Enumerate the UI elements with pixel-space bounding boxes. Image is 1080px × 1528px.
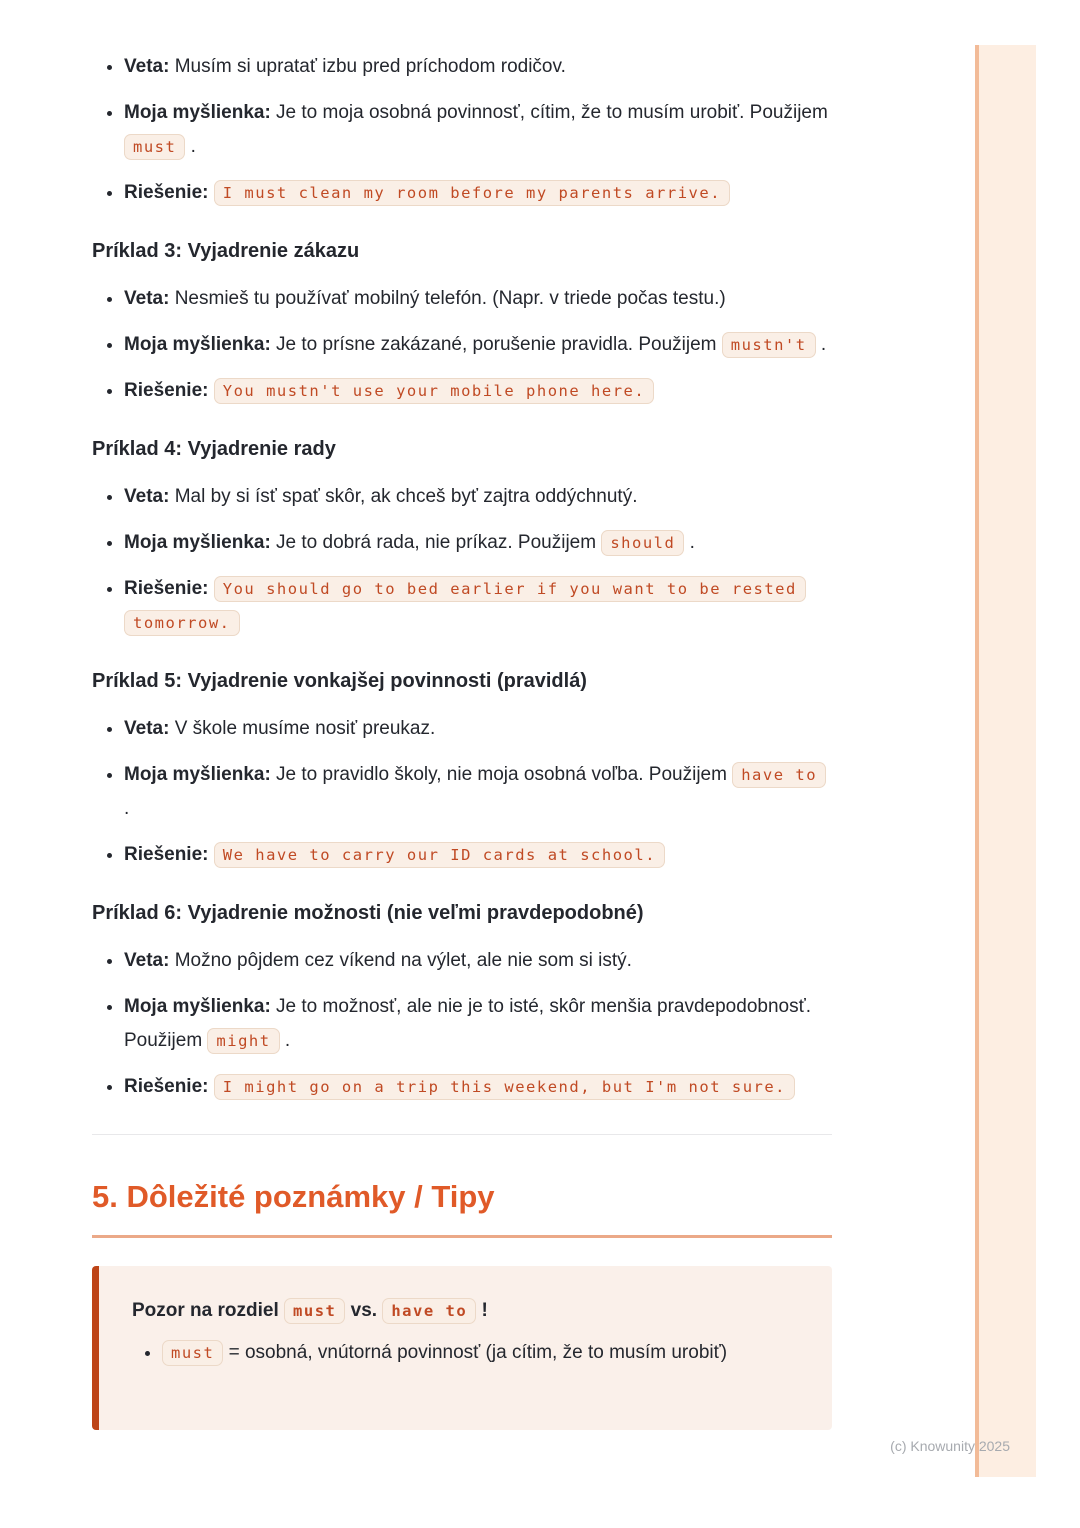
code-chip: should <box>601 530 684 556</box>
code-chip: have to <box>732 762 826 788</box>
term-label: Riešenie: <box>124 1076 209 1097</box>
bullet-list <box>92 712 832 872</box>
code-chip: You should go to bed earlier if you want to be rested tomorrow. <box>124 576 806 636</box>
list-item <box>124 374 832 408</box>
list-item <box>124 1070 832 1104</box>
term-label: Moja myšlienka: <box>124 996 271 1017</box>
code-chip: must <box>284 1298 345 1324</box>
term-label: Moja myšlienka: <box>124 532 271 553</box>
term-label: Pozor na rozdiel <box>132 1300 285 1321</box>
bullet-list <box>132 1336 808 1370</box>
example-heading: Príklad 6: Vyjadrenie možnosti (nie veľmi pravdepodobné) <box>92 902 644 924</box>
bullet-list <box>92 480 832 640</box>
term-label: Moja myšlienka: <box>124 764 271 785</box>
term-label: Veta: <box>124 486 170 507</box>
term-label: Riešenie: <box>124 844 209 865</box>
example-heading: Príklad 3: Vyjadrenie zákazu <box>92 240 360 262</box>
list-item <box>124 572 832 640</box>
page-edge-stripe <box>975 45 1036 1477</box>
list-item: • Moja myšlienka: Je to moja osobná povinnosť, cítim, že to musím urobiť. Použijem must . <box>124 96 832 164</box>
list-item: • Veta: V škole musíme nosiť preukaz. <box>124 712 832 746</box>
document-content <box>92 50 832 1430</box>
example-heading: Príklad 5: Vyjadrenie vonkajšej povinnosti (pravidlá) <box>92 670 587 692</box>
code-chip: must <box>124 134 185 160</box>
copyright-watermark: (c) Knowunity 2025 <box>890 1438 1010 1454</box>
bullet-list <box>92 282 832 408</box>
term-label: Veta: <box>124 718 170 739</box>
divider <box>92 1134 832 1135</box>
list-item: • Moja myšlienka: Je to prísne zakázané, porušenie pravidla. Použijem mustn't . <box>124 328 832 362</box>
code-chip: mustn't <box>722 332 816 358</box>
list-item: • must = osobná, vnútorná povinnosť (ja cítim, že to musím urobiť) <box>162 1336 808 1370</box>
term-label: vs. <box>345 1300 383 1321</box>
list-item: • Moja myšlienka: Je to pravidlo školy, nie moja osobná voľba. Použijem have to . <box>124 758 832 826</box>
term-label: Riešenie: <box>124 182 209 203</box>
bullet-list <box>92 50 832 210</box>
list-item: • Veta: Musím si upratať izbu pred príchodom rodičov. <box>124 50 832 84</box>
code-chip: I must clean my room before my parents arrive. <box>214 180 730 206</box>
list-item <box>124 838 832 872</box>
callout-title <box>132 1294 808 1328</box>
example-heading: Príklad 4: Vyjadrenie rady <box>92 438 336 460</box>
term-label: Riešenie: <box>124 578 209 599</box>
list-item: • Moja myšlienka: Je to dobrá rada, nie príkaz. Použijem should . <box>124 526 832 560</box>
section-heading: 5. Dôležité poznámky / Tipy <box>92 1179 832 1238</box>
term-label: Moja myšlienka: <box>124 102 271 123</box>
list-item: • Veta: Mal by si ísť spať skôr, ak chceš byť zajtra oddýchnutý. <box>124 480 832 514</box>
list-item <box>124 176 832 210</box>
list-item: • Moja myšlienka: Je to možnosť, ale nie je to isté, skôr menšia pravdepodobnosť. Použijem might . <box>124 990 832 1058</box>
list-item: • Veta: Možno pôjdem cez víkend na výlet, ale nie som si istý. <box>124 944 832 978</box>
term-label: Veta: <box>124 288 170 309</box>
term-label: Veta: <box>124 950 170 971</box>
term-label: Riešenie: <box>124 380 209 401</box>
code-chip: I might go on a trip this weekend, but I'm not sure. <box>214 1074 795 1100</box>
code-chip: might <box>207 1028 279 1054</box>
code-chip: We have to carry our ID cards at school. <box>214 842 665 868</box>
bullet-list <box>92 944 832 1104</box>
list-item: • Veta: Nesmieš tu používať mobilný telefón. (Napr. v triede počas testu.) <box>124 282 832 316</box>
code-chip: must <box>162 1340 223 1366</box>
term-label: Veta: <box>124 56 170 77</box>
term-label: ! <box>476 1300 488 1321</box>
callout-tip <box>92 1266 832 1430</box>
term-label: Moja myšlienka: <box>124 334 271 355</box>
code-chip: have to <box>382 1298 476 1324</box>
code-chip: You mustn't use your mobile phone here. <box>214 378 654 404</box>
